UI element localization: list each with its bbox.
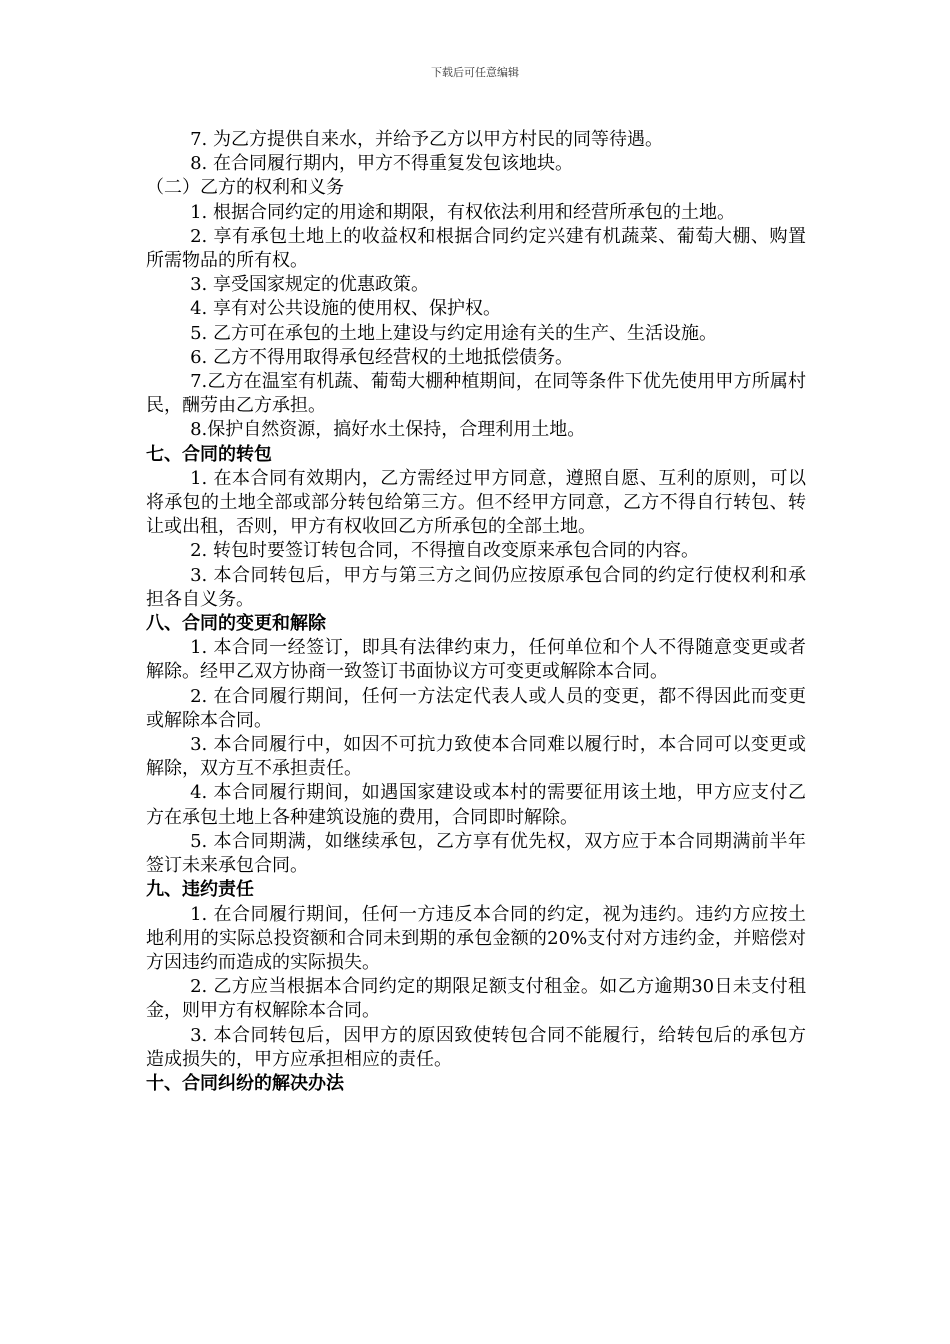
clause-paragraph: 7. 为乙方提供自来水，并给予乙方以甲方村民的同等待遇。 (190, 129, 663, 150)
clause-paragraph: 6. 乙方不得用取得承包经营权的土地抵偿债务。 (190, 346, 573, 368)
clause-paragraph: 1. 在本合同有效期内，乙方需经过甲方同意，遵照自愿、互利的原则，可以将承包的土地全部或部分转包给第三方。但不经甲方同意，乙方不得自行转包、转让或出租，否则，甲方有权收回乙方所承包的全部土地。 (146, 467, 806, 538)
clause-paragraph: 3. 本合同转包后，甲方与第三方之间仍应按原承包合同的约定行使权利和承担各自义务。 (146, 564, 806, 610)
clause-paragraph: 8.保护自然资源，搞好水土保持，合理利用土地。 (190, 419, 586, 441)
clause-paragraph: 1. 在合同履行期间，任何一方违反本合同的约定，视为违约。违约方应按土地利用的实际总投资额和合同未到期的承包金额的20%支付对方违约金，并赔偿对方因违约而造成的实际损失。 (146, 903, 806, 973)
section-heading: 十、合同纠纷的解决办法 (146, 1072, 344, 1094)
section-heading: 八、合同的变更和解除 (146, 613, 326, 635)
clause-paragraph: 8. 在合同履行期内，甲方不得重复发包该地块。 (190, 153, 573, 175)
clause-paragraph: 1. 根据合同约定的用途和期限，有权依法利用和经营所承包的土地。 (190, 201, 735, 223)
clause-paragraph: 2. 转包时要签订转包合同，不得擅自改变原来承包合同的内容。 (190, 540, 699, 562)
clause-paragraph: 3. 享受国家规定的优惠政策。 (190, 274, 429, 296)
clause-paragraph: 2. 在合同履行期间，任何一方法定代表人或人员的变更，都不得因此而变更或解除本合同。 (146, 685, 806, 731)
clause-paragraph: 2. 乙方应当根据本合同约定的期限足额支付租金。如乙方逾期30日未支付租金，则甲方有权解除本合同。 (146, 976, 806, 1022)
clause-paragraph: 5. 乙方可在承包的土地上建设与约定用途有关的生产、生活设施。 (190, 322, 717, 344)
clause-paragraph: 7.乙方在温室有机蔬、葡萄大棚种植期间，在同等条件下优先使用甲方所属村民，酬劳由乙方承担。 (146, 371, 806, 417)
clause-paragraph: 4. 享有对公共设施的使用权、保护权。 (190, 298, 501, 320)
section-heading: 七、合同的转包 (146, 443, 272, 465)
page-header: 下载后可任意编辑 (431, 66, 519, 79)
clause-paragraph: 2. 享有承包土地上的收益权和根据合同约定兴建有机蔬菜、葡萄大棚、购置所需物品的所有权。 (146, 225, 806, 272)
clause-paragraph: 1. 本合同一经签订，即具有法律约束力，任何单位和个人不得随意变更或者解除。经甲乙双方协商一致签订书面协议方可变更或解除本合同。 (146, 637, 806, 683)
clause-paragraph: 3. 本合同履行中，如因不可抗力致使本合同难以履行时，本合同可以变更或解除，双方互不承担责任。 (146, 734, 806, 780)
clause-paragraph: 5. 本合同期满，如继续承包，乙方享有优先权，双方应于本合同期满前半年签订未来承包合同。 (146, 830, 806, 877)
subsection-heading: （二）乙方的权利和义务 (146, 177, 344, 199)
clause-paragraph: 3. 本合同转包后，因甲方的原因致使转包合同不能履行，给转包后的承包方造成损失的，甲方应承担相应的责任。 (146, 1024, 806, 1070)
document-body (146, 128, 806, 1096)
section-heading: 九、违约责任 (146, 879, 254, 901)
clause-paragraph: 4. 本合同履行期间，如遇国家建设或本村的需要征用该土地，甲方应支付乙方在承包土地上各种建筑设施的费用，合同即时解除。 (146, 782, 806, 828)
